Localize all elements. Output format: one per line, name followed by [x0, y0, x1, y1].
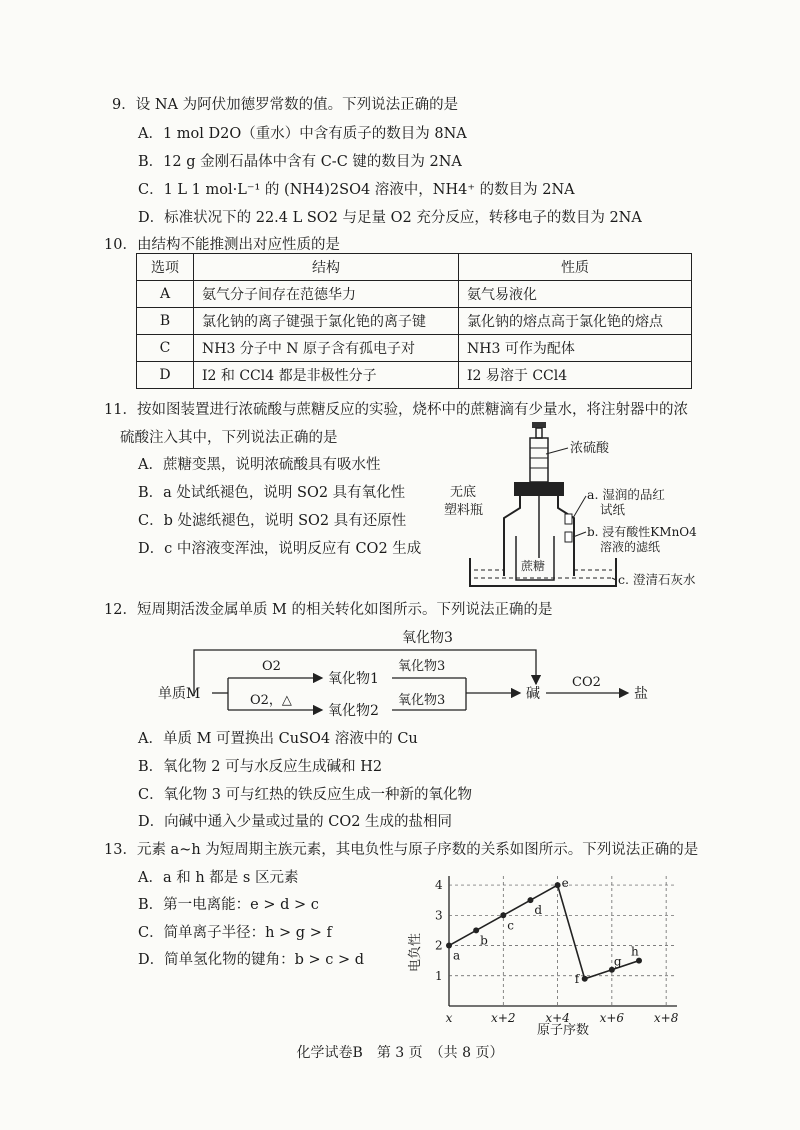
table-cell: D [137, 362, 194, 389]
q9-option-b: B．12 g 金刚石晶体中含有 C-C 键的数目为 2NA [138, 154, 462, 170]
label-b-line2: 溶液的滤纸 [600, 540, 661, 554]
table-cell: 氯化钠的熔点高于氯化铯的熔点 [459, 308, 692, 335]
leader-a [573, 496, 586, 518]
top-path-label: 氧化物3 [402, 630, 453, 646]
oxide3-label-upper: 氧化物3 [398, 659, 446, 674]
q11-option-c: C．b 处滤纸褪色，说明 SO2 具有还原性 [138, 513, 407, 529]
q9-stem: 9．设 NA 为阿伏加德罗常数的值。下列说法正确的是 [112, 97, 459, 113]
bottle-stopper [514, 482, 564, 496]
x-tick-label: x+4 [545, 1011, 570, 1025]
point-label-h: h [631, 944, 639, 959]
filter-paper-b [565, 532, 572, 542]
co2-label: CO2 [572, 675, 601, 690]
point-label-c: c [507, 918, 515, 933]
q13-option-b: B．第一电离能：e > d > c [138, 897, 319, 913]
q11-option-d: D．c 中溶液变浑浊，说明反应有 CO2 生成 [138, 541, 422, 557]
oxide2-label: 氧化物2 [328, 703, 379, 719]
q13-electronegativity-chart [405, 868, 695, 1038]
o2-heat-label: O2，△ [250, 693, 292, 708]
q13-stem: 13．元素 a~h 为短周期主族元素，其电负性与原子序数的关系如图所示。下列说法正确的是 [104, 842, 699, 858]
x-tick-label: x+2 [491, 1011, 516, 1025]
table-row [137, 308, 692, 335]
data-point-b [473, 927, 479, 933]
q13-option-d: D．简单氢化物的键角：b > c > d [138, 952, 365, 968]
x-tick-label: x [445, 1011, 453, 1025]
o2-label: O2 [262, 659, 281, 674]
q13-option-c: C．简单离子半径：h > g > f [138, 925, 332, 941]
data-point-c [500, 912, 506, 918]
q12-transformation-figure [150, 626, 670, 722]
page-footer: 化学试卷B 第 3 页 （共 8 页） [296, 1045, 504, 1061]
data-point-d [527, 897, 533, 903]
metal-m-label: 单质M [158, 686, 201, 702]
table-header: 选项 [137, 254, 194, 281]
table-header-row [137, 254, 692, 281]
table-row [137, 281, 692, 308]
point-label-a: a [453, 948, 461, 963]
q11-apparatus-figure [420, 418, 720, 598]
table-cell: 氨气分子间存在范德华力 [194, 281, 459, 308]
label-a-line2: 试纸 [600, 502, 626, 517]
bottle-label-1: 无底 [450, 485, 477, 500]
q11-stem-line1: 11．按如图装置进行浓硫酸与蔗糖反应的实验，烧杯中的蔗糖滴有少量水，将注射器中的浓 [104, 402, 688, 418]
y-tick-label: 4 [435, 878, 443, 893]
table-cell: I2 易溶于 CCl4 [459, 362, 692, 389]
label-a-line1: a. 湿润的品红 [587, 487, 665, 502]
q11-option-a: A．蔗糖变黑，说明浓硫酸具有吸水性 [138, 457, 381, 473]
table-cell: NH3 可作为配体 [459, 335, 692, 362]
table-cell: C [137, 335, 194, 362]
table-cell: I2 和 CCl4 都是非极性分子 [194, 362, 459, 389]
table-header: 结构 [194, 254, 459, 281]
q10-stem: 10．由结构不能推测出对应性质的是 [104, 237, 340, 253]
bottle-label-2: 塑料瓶 [444, 503, 484, 518]
q13-option-a: A．a 和 h 都是 s 区元素 [138, 870, 299, 886]
base-label: 碱 [526, 686, 540, 702]
q12-option-d: D．向碱中通入少量或过量的 CO2 生成的盐相同 [138, 814, 453, 830]
y-tick-label: 2 [435, 938, 443, 953]
table-cell: 氯化钠的离子键强于氯化铯的离子键 [194, 308, 459, 335]
q11-stem-line2: 硫酸注入其中，下列说法正确的是 [120, 430, 338, 446]
point-label-f: f [574, 971, 580, 986]
tick-labels [435, 878, 679, 1025]
point-label-d: d [534, 903, 543, 918]
sugar-label: 蔗糖 [521, 559, 546, 573]
data-point-e [555, 882, 561, 888]
q9-option-d: D．标准状况下的 22.4 L SO2 与足量 O2 充分反应，转移电子的数目为 2NA [138, 210, 642, 226]
label-b-line1: b. 浸有酸性KMnO4 [587, 525, 697, 539]
point-label-g: g [613, 954, 622, 969]
y-tick-label: 1 [435, 968, 443, 983]
data-point-a [446, 943, 452, 949]
q9-option-c: C．1 L 1 mol·L⁻¹ 的 (NH4)2SO4 溶液中，NH4⁺ 的数目为 2NA [138, 182, 575, 198]
y-axis-label: 电负性 [408, 932, 423, 972]
x-tick-label: x+8 [653, 1011, 679, 1025]
q12-option-b: B．氧化物 2 可与水反应生成碱和 H2 [138, 759, 383, 775]
table-cell: 氨气易液化 [459, 281, 692, 308]
acid-leader-line [546, 448, 568, 454]
point-label-e: e [561, 876, 569, 891]
point-label-b: b [480, 933, 488, 948]
table-row [137, 362, 692, 389]
q9-option-a: A．1 mol D2O（重水）中含有质子的数目为 8NA [138, 126, 467, 142]
oxide3-label-lower: 氧化物3 [398, 693, 446, 708]
table-cell: NH3 分子中 N 原子含有孤电子对 [194, 335, 459, 362]
q12-option-a: A．单质 M 可置换出 CuSO4 溶液中的 Cu [138, 731, 418, 747]
label-c: c. 澄清石灰水 [618, 572, 696, 587]
y-tick-label: 3 [435, 908, 443, 923]
oxide1-label: 氧化物1 [328, 671, 379, 687]
test-paper-a [565, 514, 572, 524]
acid-label: 浓硫酸 [570, 441, 610, 456]
q11-option-b: B．a 处试纸褪色，说明 SO2 具有氧化性 [138, 485, 406, 501]
x-tick-label: x+6 [599, 1011, 625, 1025]
q12-stem: 12．短周期活泼金属单质 M 的相关转化如图所示。下列说法正确的是 [104, 602, 553, 618]
inner-beaker [516, 536, 554, 580]
q10-table [136, 253, 692, 389]
q12-option-c: C．氧化物 3 可与红热的铁反应生成一种新的氧化物 [138, 787, 473, 803]
data-point-f [582, 976, 588, 982]
salt-label: 盐 [634, 686, 648, 702]
x-axis-label: 原子序数 [536, 1023, 590, 1038]
table-cell: A [137, 281, 194, 308]
table-header: 性质 [459, 254, 692, 281]
table-row [137, 335, 692, 362]
table-cell: B [137, 308, 194, 335]
